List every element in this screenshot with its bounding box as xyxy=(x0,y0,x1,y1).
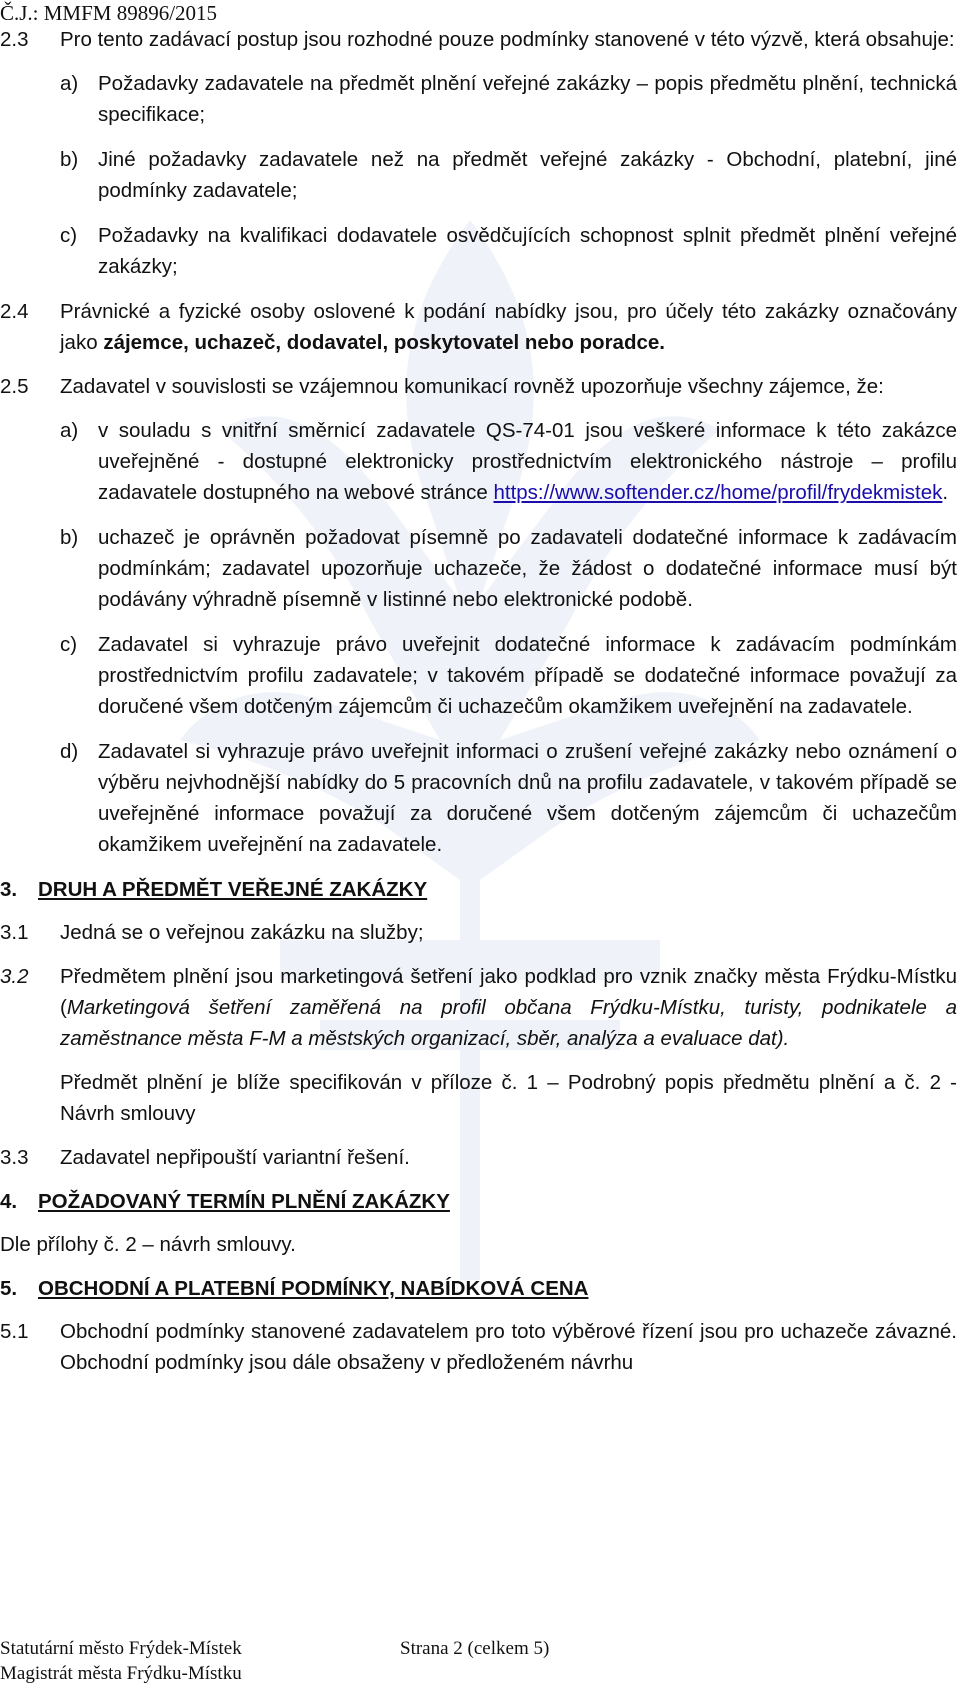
list-item xyxy=(60,736,957,860)
list-item-label: c) xyxy=(60,224,78,247)
clause-3-3 xyxy=(0,1142,957,1173)
page-footer xyxy=(0,1636,957,1686)
list-item xyxy=(60,220,957,282)
clause-number: 5.1 xyxy=(0,1320,29,1343)
list-item-label: b) xyxy=(60,148,79,171)
clause-3-2-continued xyxy=(0,1067,957,1129)
bold-party-terms: zájemce, uchazeč, dodavatel, poskytovatel nebo poradce. xyxy=(103,331,665,354)
list-item-label: a) xyxy=(60,72,79,95)
clause-number: 3.2 xyxy=(0,965,29,988)
clause-2-5 xyxy=(0,371,957,402)
section-title: DRUH A PŘEDMĚT VEŘEJNÉ ZAKÁZKY xyxy=(38,878,428,901)
clause-3-2 xyxy=(0,961,957,1054)
clause-number: 2.3 xyxy=(0,28,29,51)
clause-5-1 xyxy=(0,1316,957,1378)
section-4-text: Dle přílohy č. 2 – návrh smlouvy. xyxy=(0,1233,296,1256)
clause-text-part: Předmětem plnění jsou marketingová šetření jako podklad pro vznik značky města Frýdku-Místku ( xyxy=(60,965,957,1019)
footer-office: Magistrát města Frýdku-Místku xyxy=(0,1663,242,1684)
clause-text: Pro tento zadávací postup jsou rozhodné pouze podmínky stanovené v této výzvě, která obsahuje: xyxy=(60,28,955,51)
list-item-label: b) xyxy=(60,526,79,549)
document-reference: Č.J.: MMFM 89896/2015 xyxy=(0,1,218,25)
clause-number: 3.3 xyxy=(0,1146,29,1169)
profile-link[interactable]: https://www.softender.cz/home/profil/frydekmistek xyxy=(493,481,943,504)
clause-text: Jedná se o veřejnou zakázku na služby; xyxy=(60,921,424,944)
section-number: 3. xyxy=(0,878,18,901)
clause-number: 3.1 xyxy=(0,921,29,944)
clause-number: 2.5 xyxy=(0,375,29,398)
clause-text: Předmět plnění je blíže specifikován v příloze č. 1 – Podrobný popis předmětu plnění a č. 2 - Návrh smlouvy xyxy=(60,1071,957,1125)
section-heading-4 xyxy=(0,1186,957,1217)
list-item-text: Požadavky na kvalifikaci dodavatele osvědčujících schopnost splnit předmět plnění veřejné zakázky; xyxy=(98,224,957,278)
section-number: 4. xyxy=(0,1190,18,1213)
footer-municipality: Statutární město Frýdek-Místek xyxy=(0,1638,242,1659)
list-item-text xyxy=(98,415,957,508)
section-heading-5 xyxy=(0,1273,957,1304)
list-item xyxy=(60,144,957,206)
clause-text-part: Právnické a fyzické osoby oslovené k podání nabídky jsou, pro účely této zakázky označovány jako xyxy=(60,300,957,354)
clause-3-1 xyxy=(0,917,957,948)
section-heading-3 xyxy=(0,874,957,905)
list-item-text: Požadavky zadavatele na předmět plnění veřejné zakázky – popis předmětu plnění, technická specifikace; xyxy=(98,72,957,126)
italic-text: Marketingová šetření zaměřená na profil občana Frýdku-Místku, turisty, podnikatele a zaměstnance města F-M a městských organizací, sběr, analýza a evaluace dat). xyxy=(60,996,957,1050)
list-item-text: Jiné požadavky zadavatele než na předmět veřejné zakázky - Obchodní, platební, jiné podmínky zadavatele; xyxy=(98,148,957,202)
section-number: 5. xyxy=(0,1277,18,1300)
clause-number: 2.4 xyxy=(0,300,29,323)
document-body xyxy=(0,24,957,1391)
list-item xyxy=(60,629,957,722)
list-item xyxy=(60,522,957,615)
list-item-label: d) xyxy=(60,740,79,763)
clause-text: Zadavatel nepřipouští variantní řešení. xyxy=(60,1146,410,1169)
section-title: POŽADOVANÝ TERMÍN PLNĚNÍ ZAKÁZKY xyxy=(38,1190,450,1213)
list-item-label: a) xyxy=(60,419,79,442)
page-number: Strana 2 (celkem 5) xyxy=(400,1638,550,1659)
clause-2-3 xyxy=(0,24,957,55)
list-item xyxy=(60,415,957,508)
list-item-text: Zadavatel si vyhrazuje právo uveřejnit dodatečné informace k zadávacím podmínkám prostřednictvím profilu zadavatele; v takovém případě se dodatečné informace považují za doručené všem dotčeným zájemcům či uchazečům okamžikem uveřejnění na zadavatele. xyxy=(98,633,957,718)
list-item-text-end: . xyxy=(942,481,949,504)
clause-text xyxy=(60,296,957,358)
clause-2-4 xyxy=(0,296,957,358)
list-item xyxy=(60,68,957,130)
list-item-text-part: v souladu s vnitřní směrnicí zadavatele QS-74-01 jsou veškeré informace k této zakázce uveřejněné - dostupné elektronicky prostřednictvím elektronického nástroje – profilu zadavatele dostupného na webové stránce xyxy=(98,419,957,504)
clause-text: Zadavatel v souvislosti se vzájemnou komunikací rovněž upozorňuje všechny zájemce, že: xyxy=(60,375,884,398)
list-item-text: Zadavatel si vyhrazuje právo uveřejnit informaci o zrušení veřejné zakázky nebo oznámení o výběru nejvhodnější nabídky do 5 pracovních dnů na profilu zadavatele, v takovém případě se uveřejněné informace považují za doručené všem dotčeným zájemcům či uchazečům okamžikem uveřejnění na zadavatele. xyxy=(98,740,957,856)
clause-text xyxy=(60,961,957,1054)
list-item-label: c) xyxy=(60,633,78,656)
clause-text: Obchodní podmínky stanovené zadavatelem pro toto výběrové řízení jsou pro uchazeče závazné. Obchodní podmínky jsou dále obsaženy v předloženém návrhu xyxy=(60,1320,957,1374)
list-item-text: uchazeč je oprávněn požadovat písemně po zadavateli dodatečné informace k zadávacím podmínkám; zadavatel upozorňuje uchazeče, že žádost o dodatečné informace musí být podávány výhradně písemně v listinné nebo elektronické podobě. xyxy=(98,526,957,611)
section-title: OBCHODNÍ A PLATEBNÍ PODMÍNKY, NABÍDKOVÁ CENA xyxy=(38,1277,589,1300)
